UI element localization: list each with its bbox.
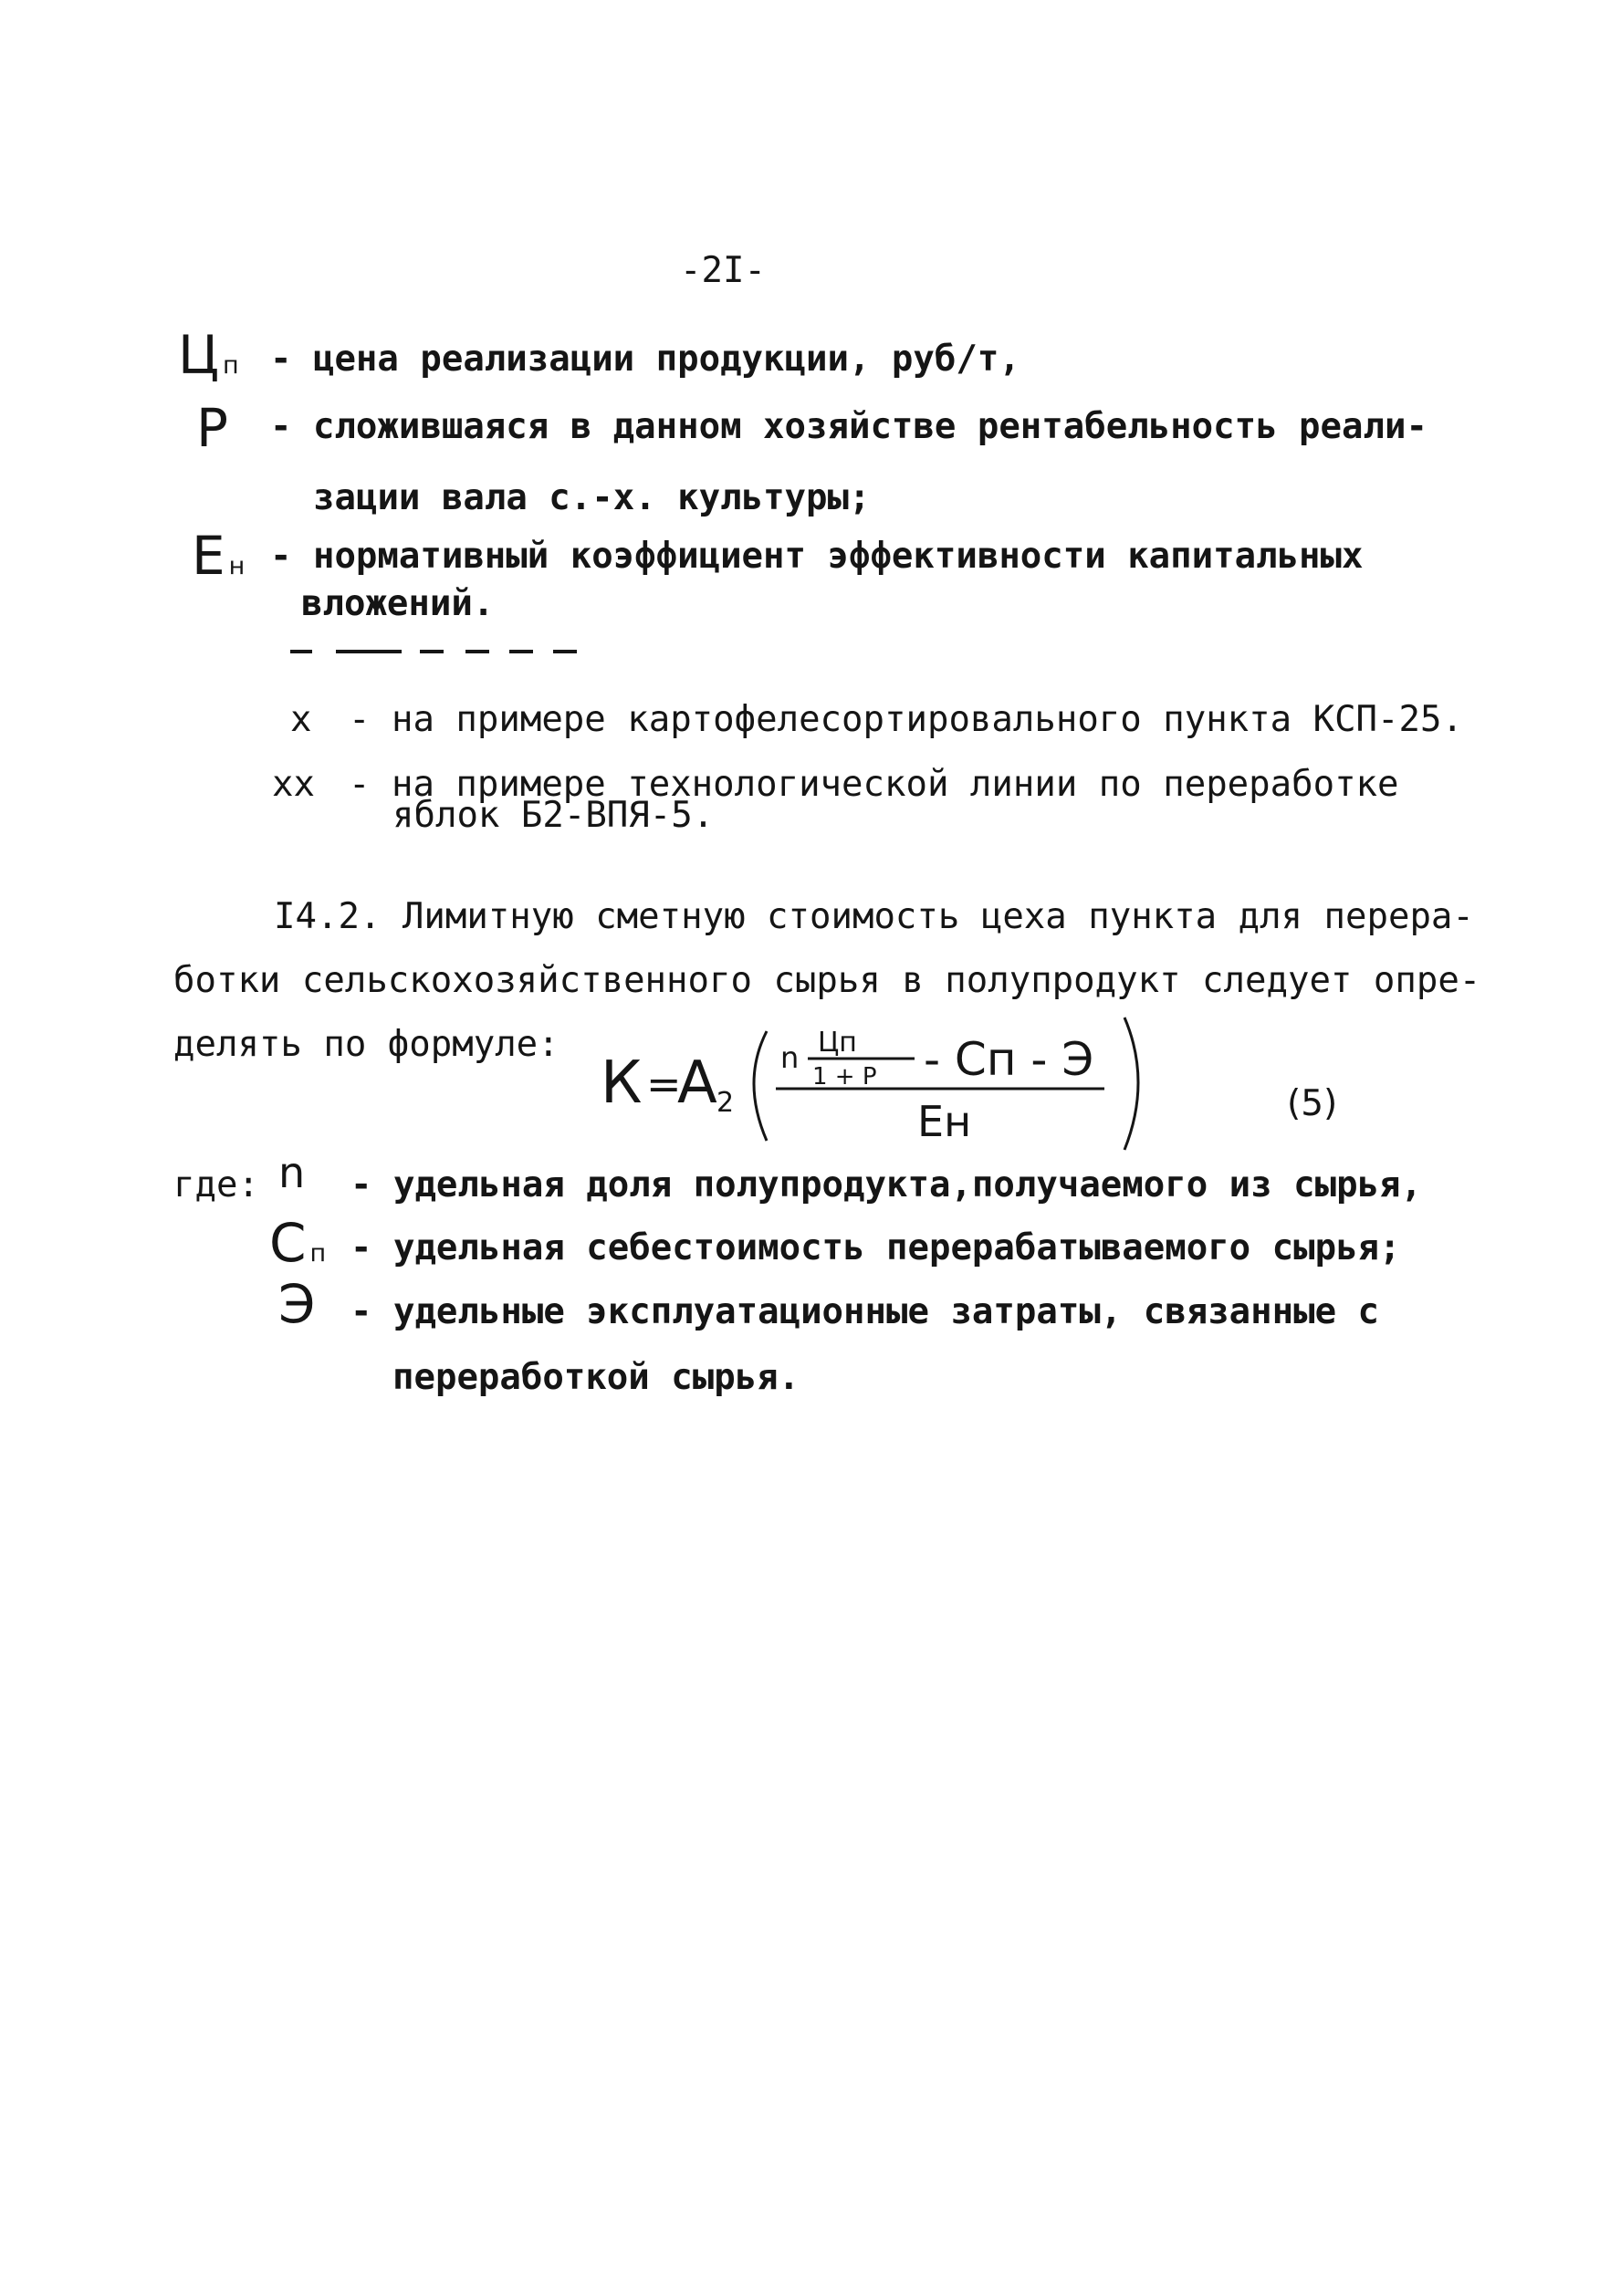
formula-denominator: Ен (917, 1097, 972, 1146)
symbol-e-rev: Э (278, 1273, 316, 1335)
paragraph-line-3: делять по формуле: (173, 1024, 559, 1065)
definition-e-n-line2: вложений. (301, 583, 495, 624)
formula-5 (593, 1004, 1159, 1159)
definition-e-rev-line2: переработкой сырья. (392, 1357, 800, 1398)
footnote-separator (290, 650, 591, 655)
symbol-ts-p: Цп (178, 324, 239, 386)
formula-n: n (780, 1040, 800, 1075)
formula-lhs: К (601, 1049, 643, 1117)
formula-number: (5) (1287, 1083, 1338, 1124)
symbol-c-p: Сп (269, 1212, 327, 1274)
paragraph-line-2: ботки сельскохозяйственного сырья в полупродукт следует опре- (173, 960, 1481, 1001)
footnote-text-2-line1: - на примере технологической линии по переработке (349, 764, 1399, 805)
footnote-mark-2: хх (272, 764, 315, 805)
formula-coef-sub: 2 (716, 1087, 735, 1119)
left-paren (754, 1031, 767, 1141)
paragraph-line-1: I4.2. Лимитную сметную стоимость цеха пункта для перера- (274, 896, 1474, 937)
definition-c-p: - удельная себестоимость перерабатываемого сырья; (350, 1227, 1401, 1268)
footnote-text-2-line2: яблок Б2-ВПЯ-5. (392, 795, 715, 836)
definition-e-rev-line1: - удельные эксплуатационные затраты, связанные с (350, 1291, 1380, 1332)
definition-e-n-line1: - нормативный коэффициент эффективности капитальных (270, 536, 1364, 577)
definition-ts-p: - цена реализации продукции, руб/т, (270, 339, 1020, 380)
where-label: где: (173, 1164, 259, 1205)
definition-r-line1: - сложившаяся в данном хозяйстве рентабельность реали- (270, 406, 1427, 447)
page-number: -2I- (680, 250, 766, 291)
formula-equals: = (646, 1059, 682, 1109)
definition-r-line2: зации вала с.-х. культуры; (313, 477, 871, 518)
symbol-n: n (278, 1148, 306, 1197)
definition-n: - удельная доля полупродукта,получаемого из сырья, (350, 1164, 1422, 1205)
formula-rest: - Сп - Э (924, 1033, 1094, 1086)
formula-inner-denominator: 1 + Р (812, 1063, 877, 1091)
symbol-e-n: Ен (192, 525, 246, 587)
footnote-mark-1: х (290, 699, 312, 740)
footnote-text-1: - на примере картофелесортировального пункта КСП-25. (349, 699, 1463, 740)
right-paren (1124, 1018, 1138, 1150)
symbol-r: Р (196, 397, 228, 459)
formula-inner-numerator: Цп (818, 1027, 857, 1059)
formula-coef: А (677, 1049, 717, 1117)
